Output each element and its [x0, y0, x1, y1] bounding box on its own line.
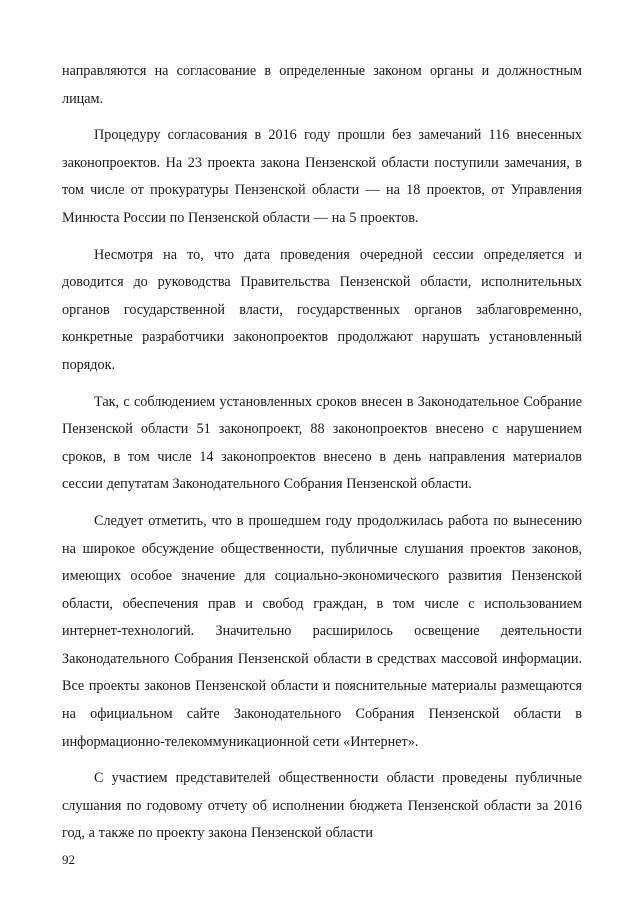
paragraph-5: Следует отметить, что в прошедшем году продолжилась работа по вынесению на широкое обсуждение общественности, публичные слушания проектов законов, имеющих особое значение для социально-экономического развития Пензенской области, обеспечения прав и свобод граждан, в том числе с использованием интернет-технологий. Значительно расширилось освещение деятельности Законодательного Собрания Пензенской области в средствах массовой информации. Все проекты законов Пензенской области и пояснительные материалы размещаются на официальном сайте Законодательного Собрания Пензенской области в информационно-телекоммуникационной сети «Интернет».: [62, 512, 582, 750]
paragraph-3: Несмотря на то, что дата проведения очередной сессии определяется и доводится до руководства Правительства Пензенской области, исполнительных органов государственной власти, государственных органов заблаговременно, конкретные разработчики законопроектов продолжают нарушать установленный порядок.: [62, 246, 582, 373]
paragraph-4: Так, с соблюдением установленных сроков внесен в Законодательное Собрание Пензенской области 51 законопроект, 88 законопроектов внесено с нарушением сроков, в том числе 14 законопроектов внесено в день направления материалов сессии депутатам Законодательного Собрания Пензенской области.: [62, 393, 582, 493]
paragraph-2: Процедуру согласования в 2016 году прошли без замечаний 116 внесенных законопроектов. На 23 проекта закона Пензенской области поступили замечания, в том числе от прокуратуры Пензенской области — на 18 проектов, от Управления Минюста России по Пензенской области — на 5 проектов.: [62, 127, 582, 226]
paragraph-1: направляются на согласование в определенные законом органы и должностным лицам.: [62, 63, 582, 107]
paragraph-6: С участием представителей общественности области проведены публичные слушания по годовому отчету об исполнении бюджета Пензенской области за 2016 год, а также по проекту закона Пензенской области: [62, 770, 582, 842]
page-number: 92: [62, 852, 75, 867]
document-body: [62, 58, 582, 857]
